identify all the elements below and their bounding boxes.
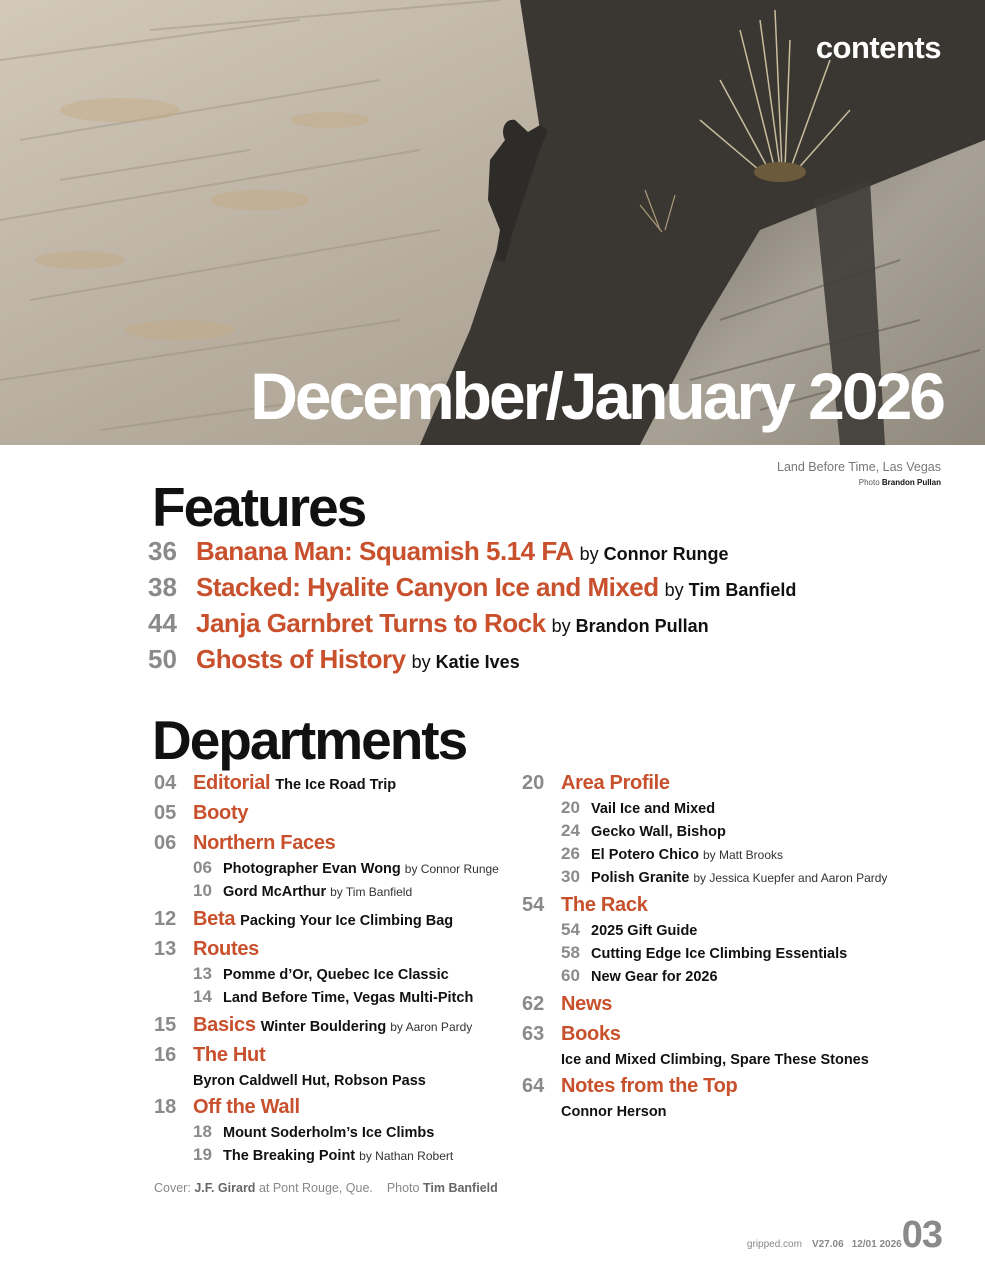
cover-credit [154,1181,498,1195]
department-page-number: 16 [154,1044,177,1066]
department-page-number: 13 [154,938,177,960]
subitem-page-number: 19 [193,1145,212,1164]
department-subtitle: The Ice Road Trip [275,777,397,793]
feature-page-number: 38 [148,572,177,602]
department-item[interactable] [154,1096,499,1122]
subitem-title[interactable]: El Potero Chico [591,847,699,863]
feature-by: by [551,616,571,636]
subitem-page-number: 10 [193,881,212,900]
subitem-title[interactable]: Gord McArthur [223,884,327,900]
department-subtitle: Packing Your Ice Climbing Bag [240,913,454,929]
feature-item[interactable] [148,608,796,644]
department-subitem[interactable] [154,987,499,1010]
department-subitem[interactable] [522,798,887,821]
department-page-number: 18 [154,1096,177,1118]
department-subitem[interactable] [154,1145,499,1168]
subitem-title[interactable]: Land Before Time, Vegas Multi-Pitch [223,990,474,1006]
photo-caption [777,460,941,487]
department-page-number: 54 [522,894,545,916]
subitem-title[interactable]: Photographer Evan Wong [223,861,401,877]
subitem-page-number: 13 [193,964,212,983]
department-block [154,772,499,798]
department-item[interactable] [154,832,499,858]
department-block [522,1023,887,1071]
department-block [522,894,887,989]
department-title[interactable]: Basics [193,1014,256,1036]
department-title[interactable]: Notes from the Top [561,1075,738,1097]
department-title[interactable]: The Rack [561,894,648,916]
department-title[interactable]: The Hut [193,1044,266,1066]
photo-location: Land Before Time, Las Vegas [777,460,941,474]
subitem-page-number: 18 [193,1122,212,1141]
feature-title[interactable]: Banana Man: Squamish 5.14 FA [196,536,574,566]
cover-photo-label: Photo [386,1181,420,1195]
department-block [522,993,887,1019]
department-item[interactable] [522,894,887,920]
feature-title[interactable]: Janja Garnbret Turns to Rock [196,608,546,638]
department-subitem[interactable] [522,966,887,989]
subitem-page-number: 26 [561,844,580,863]
feature-by: by [664,580,684,600]
subitem-title[interactable]: New Gear for 2026 [591,969,718,985]
department-title[interactable]: Beta [193,908,236,930]
feature-author: Connor Runge [603,544,729,564]
department-page-number: 62 [522,993,545,1015]
cover-photo [0,0,985,445]
department-block [522,1075,887,1123]
photo-credit-label: Photo [858,478,880,487]
site-url[interactable]: gripped.com [746,1239,802,1250]
subitem-title[interactable]: Pomme d’Or, Quebec Ice Classic [223,967,449,983]
subitem-byline: by Nathan Robert [359,1149,454,1163]
department-title[interactable]: Routes [193,938,259,960]
cover-credit-label: Cover: [154,1181,191,1195]
department-subitem[interactable] [154,858,499,881]
volume-number: V27.06 [811,1239,844,1250]
subitem-title[interactable]: Cutting Edge Ice Climbing Essentials [591,946,848,962]
department-page-number: 04 [154,772,177,794]
subitem-page-number: 14 [193,987,212,1006]
department-title[interactable]: Books [561,1023,621,1045]
department-title[interactable]: Off the Wall [193,1096,300,1118]
department-title[interactable]: Northern Faces [193,832,336,854]
subitem-title[interactable]: Gecko Wall, Bishop [591,824,726,840]
cover-photographer: Tim Banfield [422,1181,498,1195]
department-description: Byron Caldwell Hut, Robson Pass [193,1073,426,1089]
department-item[interactable] [522,993,887,1019]
department-title[interactable]: Editorial [193,772,271,794]
feature-item[interactable] [148,536,796,572]
cover-location: at Pont Rouge, Que. [258,1181,373,1195]
department-page-number: 05 [154,802,177,824]
feature-title[interactable]: Ghosts of History [196,644,406,674]
subitem-byline: by Tim Banfield [330,885,413,899]
subitem-title[interactable]: 2025 Gift Guide [591,923,698,939]
department-page-number: 64 [522,1075,545,1097]
department-subitem[interactable] [522,920,887,943]
subitem-title[interactable]: Vail Ice and Mixed [591,801,716,817]
subitem-byline: by Jessica Kuepfer and Aaron Pardy [693,871,888,885]
subitem-page-number: 30 [561,867,580,886]
department-item[interactable] [154,1044,499,1070]
department-page-number: 06 [154,832,177,854]
department-block [154,1044,499,1092]
department-subitem[interactable] [522,821,887,844]
issue-title: December/January 2026 [250,359,943,433]
department-page-number: 15 [154,1014,177,1036]
subitem-page-number: 60 [561,966,580,985]
feature-author: Katie Ives [435,652,520,672]
subitem-page-number: 24 [561,821,580,840]
page-footer [747,1216,942,1254]
subitem-title[interactable]: Polish Granite [591,870,690,886]
features-heading: Features [152,476,366,538]
department-block [154,1014,499,1040]
subitem-page-number: 54 [561,920,580,939]
departments-heading: Departments [152,709,467,771]
department-description: Ice and Mixed Climbing, Spare These Stones [561,1052,869,1068]
feature-item[interactable] [148,644,796,680]
department-title[interactable]: News [561,993,613,1015]
department-block [154,908,499,934]
department-subtitle: Winter Bouldering [260,1019,387,1035]
department-page-number: 20 [522,772,545,794]
subitem-page-number: 20 [561,798,580,817]
department-page-number: 63 [522,1023,545,1045]
feature-by: by [579,544,599,564]
department-description: Connor Herson [561,1104,667,1120]
department-item[interactable] [154,908,499,934]
department-subitem[interactable] [522,867,887,890]
department-item[interactable] [154,1014,499,1040]
department-item[interactable] [522,1023,887,1049]
feature-by: by [411,652,431,672]
photo-credit-name: Brandon Pullan [881,478,941,487]
subitem-page-number: 06 [193,858,212,877]
features-list [148,536,796,680]
subitem-byline: by Connor Runge [404,862,499,876]
department-subitem[interactable] [154,964,499,987]
photo-credit [777,478,941,487]
cover-climber: J.F. Girard [194,1181,256,1195]
department-block [154,802,499,828]
subitem-title[interactable]: The Breaking Point [223,1148,356,1164]
subitem-page-number: 58 [561,943,580,962]
feature-item[interactable] [148,572,796,608]
department-subitem[interactable] [522,844,887,867]
department-item[interactable] [154,802,499,828]
issue-date: 12/01 2026 [851,1239,902,1250]
feature-author: Brandon Pullan [575,616,709,636]
feature-page-number: 36 [148,536,177,566]
department-block [522,772,887,890]
department-subitem[interactable] [154,1122,499,1145]
subitem-title[interactable]: Mount Soderholm’s Ice Climbs [223,1125,435,1141]
feature-author: Tim Banfield [688,580,797,600]
department-title[interactable]: Booty [193,802,249,824]
section-label: contents [815,30,941,65]
department-block [154,832,499,904]
feature-title[interactable]: Stacked: Hyalite Canyon Ice and Mixed [196,572,659,602]
feature-page-number: 50 [148,644,177,674]
feature-page-number: 44 [148,608,177,638]
department-subitem[interactable] [154,881,499,904]
page-number: 03 [901,1214,942,1256]
department-block [154,938,499,1010]
department-byline: by Aaron Pardy [390,1020,473,1034]
department-item[interactable] [522,1075,887,1101]
department-item[interactable] [522,772,887,798]
department-title[interactable]: Area Profile [561,772,670,794]
department-item[interactable] [154,938,499,964]
departments-left-column [154,772,499,1172]
subitem-byline: by Matt Brooks [702,848,783,862]
departments-right-column [522,772,887,1127]
department-subitem[interactable] [522,943,887,966]
department-item[interactable] [154,772,499,798]
department-page-number: 12 [154,908,177,930]
department-block [154,1096,499,1168]
